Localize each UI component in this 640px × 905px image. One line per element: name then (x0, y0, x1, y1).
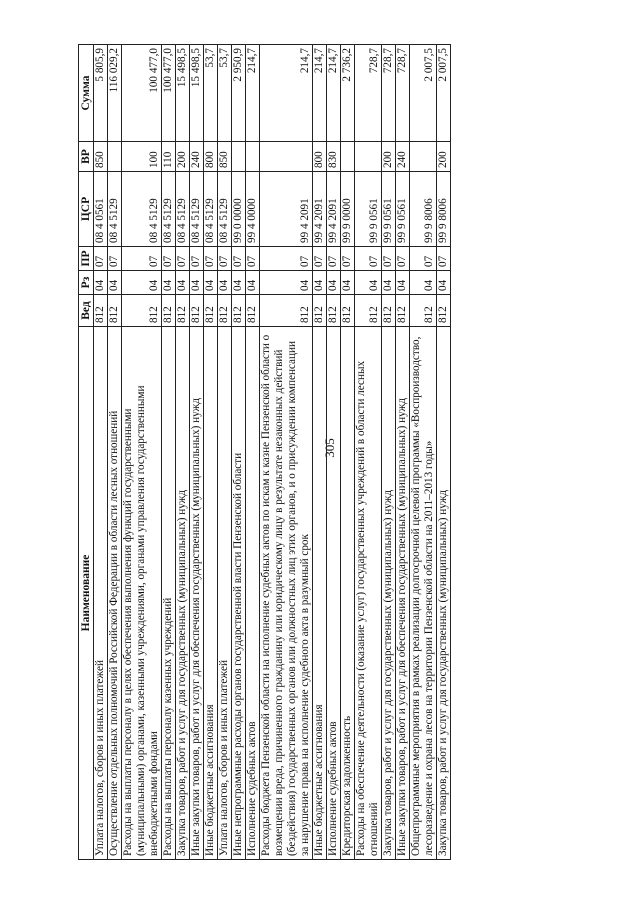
row-vr: 200 (437, 142, 451, 172)
rotated-table-container (78, 45, 573, 860)
row-sum: 214,7 (313, 45, 327, 142)
table-row (162, 45, 176, 860)
row-pr: 07 (232, 247, 246, 271)
row-pr: 07 (190, 247, 204, 271)
row-vr (108, 142, 122, 172)
table-row (260, 45, 313, 860)
row-rz: 04 (341, 271, 355, 295)
header-ved: Вед (79, 295, 94, 327)
row-pr: 07 (313, 247, 327, 271)
row-vr: 240 (396, 142, 410, 172)
row-rz: 04 (162, 271, 176, 295)
row-rz: 04 (327, 271, 341, 295)
row-name: Иные закупки товаров, работ и услуг для обеспечения государственных (муниципальных) нужд (190, 327, 204, 860)
row-sum: 5 805,9 (94, 45, 108, 142)
row-vr (410, 142, 437, 172)
row-ved: 812 (327, 295, 341, 327)
row-name: Исполнение судебных актов (327, 327, 341, 860)
row-rz: 04 (437, 271, 451, 295)
header-sum: Сумма (79, 45, 94, 142)
row-pr: 07 (410, 247, 437, 271)
row-sum: 214,7 (327, 45, 341, 142)
table-row (437, 45, 451, 860)
row-pr: 07 (176, 247, 190, 271)
row-name: Иные закупки товаров, работ и услуг для обеспечения государственных (муниципальных) нужд (396, 327, 410, 860)
row-ved: 812 (232, 295, 246, 327)
row-vr: 850 (94, 142, 108, 172)
row-rz: 04 (122, 271, 162, 295)
row-csr: 99 4 2091 (313, 172, 327, 247)
row-rz: 04 (382, 271, 396, 295)
table-row (122, 45, 162, 860)
row-pr: 07 (246, 247, 260, 271)
row-ved: 812 (190, 295, 204, 327)
row-rz: 04 (396, 271, 410, 295)
row-name: Иные бюджетные ассигнования (313, 327, 327, 860)
row-name: Закупка товаров, работ и услуг для государственных (муниципальных) нужд (176, 327, 190, 860)
row-csr: 99 4 2091 (327, 172, 341, 247)
row-vr: 200 (176, 142, 190, 172)
row-name: Закупка товаров, работ и услуг для государственных (муниципальных) нужд (437, 327, 451, 860)
row-ved: 812 (382, 295, 396, 327)
row-sum: 728,7 (355, 45, 382, 142)
row-vr (232, 142, 246, 172)
row-csr: 99 9 8006 (410, 172, 437, 247)
row-pr: 07 (218, 247, 232, 271)
row-pr: 07 (162, 247, 176, 271)
row-ved: 812 (355, 295, 382, 327)
row-csr: 99 9 0561 (396, 172, 410, 247)
table-row (176, 45, 190, 860)
row-name: Уплата налогов, сборов и иных платежей (94, 327, 108, 860)
row-rz: 04 (246, 271, 260, 295)
row-vr: 850 (218, 142, 232, 172)
row-sum: 53,7 (204, 45, 218, 142)
row-sum: 116 029,2 (108, 45, 122, 142)
row-sum: 100 477,0 (122, 45, 162, 142)
row-rz: 04 (176, 271, 190, 295)
row-pr: 07 (108, 247, 122, 271)
row-csr: 08 4 5129 (204, 172, 218, 247)
row-vr: 800 (204, 142, 218, 172)
row-pr: 07 (355, 247, 382, 271)
row-vr: 110 (162, 142, 176, 172)
row-csr: 99 0 0000 (232, 172, 246, 247)
row-ved: 812 (260, 295, 313, 327)
row-name: Расходы бюджета Пензенской области на исполнение судебных актов по искам к казне Пензенской области о возмещении вреда, причиненного гражданину или юридическому лицу в результате незаконных действий (бездействия) государственных органов или должностных лиц этих органов, и о присуждении компенсации за нарушение права на исполнение судебного акта в разумный срок (260, 327, 313, 860)
row-sum: 53,7 (218, 45, 232, 142)
row-sum: 2 007,5 (410, 45, 437, 142)
row-sum: 214,7 (260, 45, 313, 142)
row-csr: 99 4 0000 (246, 172, 260, 247)
table-row (410, 45, 437, 860)
row-ved: 812 (313, 295, 327, 327)
table-row (94, 45, 108, 860)
row-rz: 04 (410, 271, 437, 295)
row-pr: 07 (341, 247, 355, 271)
row-rz: 04 (204, 271, 218, 295)
row-ved: 812 (410, 295, 437, 327)
table-header-row (79, 45, 94, 860)
row-ved: 812 (176, 295, 190, 327)
row-name: Кредиторская задолженность (341, 327, 355, 860)
row-ved: 812 (396, 295, 410, 327)
table-row (190, 45, 204, 860)
row-pr: 07 (260, 247, 313, 271)
table-row (218, 45, 232, 860)
row-csr: 08 4 5129 (162, 172, 176, 247)
row-name: Расходы на выплаты персоналу казенных учреждений (162, 327, 176, 860)
row-pr: 07 (382, 247, 396, 271)
row-ved: 812 (246, 295, 260, 327)
header-vr: ВР (79, 142, 94, 172)
row-sum: 100 477,0 (162, 45, 176, 142)
row-ved: 812 (218, 295, 232, 327)
header-name: Наименование (79, 327, 94, 860)
row-ved: 812 (437, 295, 451, 327)
row-csr: 08 4 5129 (176, 172, 190, 247)
table-row (108, 45, 122, 860)
row-vr (355, 142, 382, 172)
table-row (341, 45, 355, 860)
row-pr: 07 (437, 247, 451, 271)
row-pr: 07 (204, 247, 218, 271)
table-row (355, 45, 382, 860)
row-ved: 812 (162, 295, 176, 327)
row-csr: 08 4 5129 (122, 172, 162, 247)
row-sum: 15 498,5 (176, 45, 190, 142)
row-vr: 200 (382, 142, 396, 172)
row-name: Исполнение судебных актов (246, 327, 260, 860)
row-sum: 728,7 (382, 45, 396, 142)
row-sum: 214,7 (246, 45, 260, 142)
row-csr: 99 9 0561 (382, 172, 396, 247)
row-name: Иные непрограммные расходы органов государственной власти Пензенской области (232, 327, 246, 860)
row-ved: 812 (108, 295, 122, 327)
row-vr: 830 (327, 142, 341, 172)
row-name: Иные бюджетные ассигнования (204, 327, 218, 860)
row-vr: 800 (313, 142, 327, 172)
row-pr: 07 (327, 247, 341, 271)
budget-table (78, 44, 451, 860)
row-csr: 08 4 0561 (94, 172, 108, 247)
row-rz: 04 (260, 271, 313, 295)
row-sum: 15 498,5 (190, 45, 204, 142)
row-name: Уплата налогов, сборов и иных платежей (218, 327, 232, 860)
row-csr: 08 4 5129 (218, 172, 232, 247)
row-ved: 812 (204, 295, 218, 327)
row-pr: 07 (396, 247, 410, 271)
row-rz: 04 (313, 271, 327, 295)
row-vr (246, 142, 260, 172)
row-name: Общепрограммные мероприятия в рамках реализации долгосрочной целевой программы «Воспроизводство, лесоразведение и охрана лесов на территории Пензенской области на 2011–2013 годы» (410, 327, 437, 860)
row-ved: 812 (341, 295, 355, 327)
row-csr: 08 4 5129 (190, 172, 204, 247)
table-row (382, 45, 396, 860)
table-row (246, 45, 260, 860)
table-row (232, 45, 246, 860)
row-rz: 04 (190, 271, 204, 295)
row-name: Осуществление отдельных полномочий Российской Федерации в области лесных отношений (108, 327, 122, 860)
row-vr (260, 142, 313, 172)
header-pr: ПР (79, 247, 94, 271)
row-vr: 100 (122, 142, 162, 172)
row-csr: 99 9 0561 (355, 172, 382, 247)
row-sum: 2 950,9 (232, 45, 246, 142)
row-csr: 99 9 8006 (437, 172, 451, 247)
row-csr: 99 9 0000 (341, 172, 355, 247)
page-number: 305 (322, 438, 337, 458)
header-rz: Рз (79, 271, 94, 295)
row-csr: 99 4 2091 (260, 172, 313, 247)
row-ved: 812 (122, 295, 162, 327)
row-rz: 04 (94, 271, 108, 295)
table-row (313, 45, 327, 860)
row-rz: 04 (232, 271, 246, 295)
table-body (94, 45, 451, 860)
row-ved: 812 (94, 295, 108, 327)
row-name: Расходы на выплаты персоналу в целях обеспечения выполнения функций государственными (муниципальными) органами, казенными учреждениями, органами управления государственными внебюджетными фондами (122, 327, 162, 860)
row-sum: 2 007,5 (437, 45, 451, 142)
table-row (204, 45, 218, 860)
header-csr: ЦСР (79, 172, 94, 247)
row-vr: 240 (190, 142, 204, 172)
row-pr: 07 (122, 247, 162, 271)
table-row (327, 45, 341, 860)
row-sum: 728,7 (396, 45, 410, 142)
table-row (396, 45, 410, 860)
row-rz: 04 (355, 271, 382, 295)
row-csr: 08 4 5129 (108, 172, 122, 247)
row-vr (341, 142, 355, 172)
row-name: Закупка товаров, работ и услуг для государственных (муниципальных) нужд (382, 327, 396, 860)
row-pr: 07 (94, 247, 108, 271)
row-rz: 04 (218, 271, 232, 295)
row-sum: 2 736,2 (341, 45, 355, 142)
row-name: Расходы на обеспечение деятельности (оказание услуг) государственных учреждений в области лесных отношений (355, 327, 382, 860)
row-rz: 04 (108, 271, 122, 295)
